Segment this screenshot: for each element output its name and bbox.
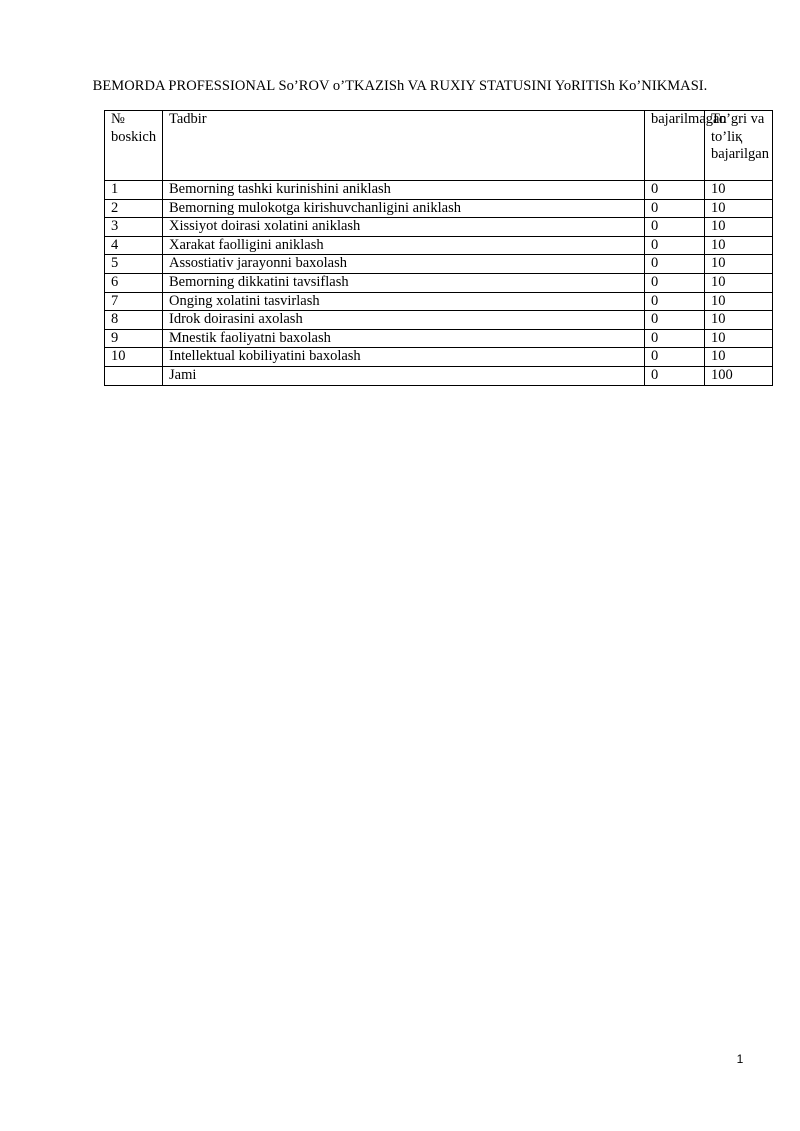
row-not-done: 0 (645, 181, 705, 200)
header-step: Tadbir (163, 111, 645, 181)
row-done: 10 (705, 181, 773, 200)
row-done: 10 (705, 329, 773, 348)
row-number: 4 (105, 236, 163, 255)
table-total-row (105, 366, 773, 385)
row-not-done: 0 (645, 292, 705, 311)
total-label: Jami (163, 366, 645, 385)
row-number: 3 (105, 218, 163, 237)
row-number: 5 (105, 255, 163, 274)
row-done: 10 (705, 311, 773, 330)
row-not-done: 0 (645, 199, 705, 218)
total-number (105, 366, 163, 385)
row-done: 10 (705, 273, 773, 292)
row-number: 6 (105, 273, 163, 292)
row-not-done: 0 (645, 236, 705, 255)
row-number: 2 (105, 199, 163, 218)
table-header-row (105, 111, 773, 181)
row-step: Xissiyot doirasi xolatini aniklash (163, 218, 645, 237)
table-row (105, 273, 773, 292)
row-step: Xarakat faolligini aniklash (163, 236, 645, 255)
row-not-done: 0 (645, 218, 705, 237)
table-row (105, 236, 773, 255)
table-row (105, 181, 773, 200)
row-step: Assostiativ jarayonni baxolash (163, 255, 645, 274)
row-step: Bemorning dikkatini tavsiflash (163, 273, 645, 292)
row-done: 10 (705, 236, 773, 255)
row-number: 9 (105, 329, 163, 348)
row-done: 10 (705, 255, 773, 274)
row-step: Intellektual kobiliyatini baxolash (163, 348, 645, 367)
row-step: Bemorning mulokotga kirishuvchanligini aniklash (163, 199, 645, 218)
row-step: Mnestik faoliyatni baxolash (163, 329, 645, 348)
row-not-done: 0 (645, 329, 705, 348)
total-done: 100 (705, 366, 773, 385)
table-row (105, 199, 773, 218)
row-done: 10 (705, 199, 773, 218)
row-step: Idrok doirasini axolash (163, 311, 645, 330)
table-row (105, 292, 773, 311)
row-done: 10 (705, 218, 773, 237)
header-done: To’gri va to’liқ bajarilgan (705, 111, 773, 181)
row-done: 10 (705, 348, 773, 367)
row-not-done: 0 (645, 255, 705, 274)
total-not-done: 0 (645, 366, 705, 385)
row-step: Onging xolatini tasvirlash (163, 292, 645, 311)
row-number: 1 (105, 181, 163, 200)
page-number: 1 (736, 1052, 744, 1066)
table-row (105, 218, 773, 237)
checklist-table (104, 110, 773, 386)
header-step-number: № boskich (105, 111, 163, 181)
row-number: 10 (105, 348, 163, 367)
row-step: Bemorning tashki kurinishini aniklash (163, 181, 645, 200)
table-row (105, 329, 773, 348)
table-row (105, 255, 773, 274)
row-not-done: 0 (645, 348, 705, 367)
row-done: 10 (705, 292, 773, 311)
row-not-done: 0 (645, 311, 705, 330)
row-number: 7 (105, 292, 163, 311)
table-row (105, 348, 773, 367)
row-number: 8 (105, 311, 163, 330)
header-not-done: bajarilmagan (645, 111, 705, 181)
row-not-done: 0 (645, 273, 705, 292)
table-row (105, 311, 773, 330)
document-title: BEMORDA PROFESSIONAL So’ROV o’TKAZISh VA RUXIY STATUSINI YoRITISh Ko’NIKMASI. (92, 78, 708, 94)
